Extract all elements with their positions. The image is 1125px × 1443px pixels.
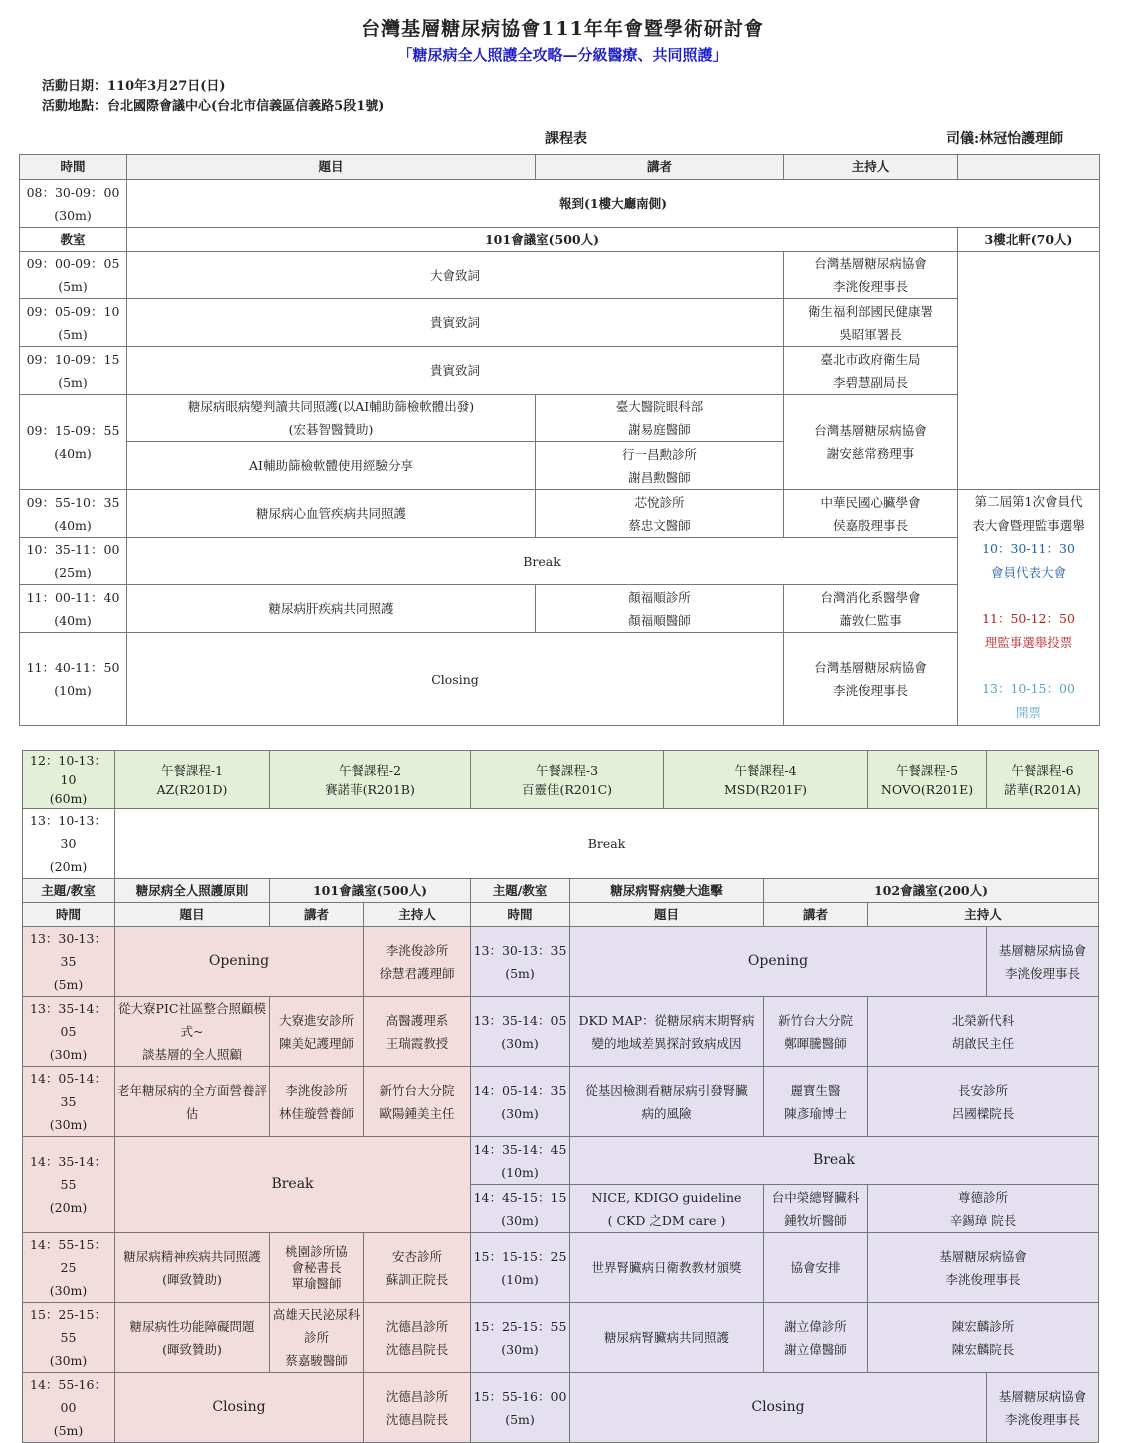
left-host-cell: 高醫護理系 王瑞霞教授 bbox=[364, 997, 471, 1067]
right-topic-header: 題目 bbox=[570, 903, 764, 927]
session-header-row bbox=[23, 879, 1099, 903]
speaker-cell: 顏福順診所 顏福順醫師 bbox=[536, 585, 784, 633]
left-speaker-cell: 桃園診所協 會秘書長 單瑜醫師 bbox=[270, 1233, 364, 1303]
host-cell: 中華民國心臟學會 侯嘉殷理事長 bbox=[784, 490, 958, 538]
right-time-cell: 15：55-16：00 (5m) bbox=[471, 1373, 570, 1443]
lunch-course-4: 午餐課程-4 MSD(R201F) bbox=[664, 751, 868, 809]
left-speaker-cell: 李洮俊診所 林佳璇營養師 bbox=[270, 1067, 364, 1137]
table-row bbox=[20, 585, 1100, 633]
right-speaker-cell: 新竹台大分院 鄭暉騰醫師 bbox=[764, 997, 868, 1067]
right-break: Break bbox=[570, 1137, 1099, 1185]
left-time-cell: 15：25-15：55 (30m) bbox=[23, 1303, 115, 1373]
table-row bbox=[23, 927, 1099, 997]
room-north: 3樓北軒(70人) bbox=[958, 228, 1100, 252]
left-time-cell: 14：55-16：00 (5m) bbox=[23, 1373, 115, 1443]
break-cell: Break bbox=[115, 809, 1099, 879]
topic-cell: 貴賓致詞 bbox=[127, 347, 784, 395]
right-speaker-cell: 麗寶生醫 陳彥瑜博士 bbox=[764, 1067, 868, 1137]
table-row bbox=[23, 1303, 1099, 1373]
table-row bbox=[20, 633, 1100, 726]
left-topic-cell: 糖尿病精神疾病共同照護 (暉致贊助) bbox=[115, 1233, 270, 1303]
time-cell: 10：35-11：00 (25m) bbox=[20, 538, 127, 585]
lunch-course-3: 午餐課程-3 百靈佳(R201C) bbox=[471, 751, 664, 809]
host-cell: 台灣基層糖尿病協會 謝安慈常務理事 bbox=[784, 395, 958, 490]
lunch-course-2: 午餐課程-2 賽諾菲(R201B) bbox=[270, 751, 471, 809]
left-host-cell: 李洮俊診所 徐慧君護理師 bbox=[364, 927, 471, 997]
speaker-cell: 行一昌勲診所 謝昌勲醫師 bbox=[536, 442, 784, 490]
time-cell: 12：10-13：10 (60m) bbox=[23, 751, 115, 809]
time-cell: 09：10-09：15 (5m) bbox=[20, 347, 127, 395]
right-time-cell: 13：35-14：05 (30m) bbox=[471, 997, 570, 1067]
left-speaker-cell: 高雄天民泌尿科 診所 蔡嘉駿醫師 bbox=[270, 1303, 364, 1373]
right-speaker-cell: 台中榮總腎臟科 鍾牧圻醫師 bbox=[764, 1185, 868, 1233]
page-subtitle: 「糖尿病全人照護全攻略—分級醫療、共同照護」 bbox=[397, 46, 728, 64]
right-topic-cell: NICE, KDIGO guideline ( CKD 之DM care ) bbox=[570, 1185, 764, 1233]
table-row bbox=[20, 490, 1100, 538]
host-cell: 臺北市政府衛生局 李碧慧副局長 bbox=[784, 347, 958, 395]
left-topic-cell: 從大寮PIC社區整合照顧模式~ 談基層的全人照顧 bbox=[115, 997, 270, 1067]
left-topic-header: 題目 bbox=[115, 903, 270, 927]
right-speaker-cell: 謝立偉診所 謝立偉醫師 bbox=[764, 1303, 868, 1373]
left-host-cell: 新竹台大分院 歐陽鍾美主任 bbox=[364, 1067, 471, 1137]
room-row bbox=[20, 228, 1100, 252]
time-cell: 11：00-11：40 (40m) bbox=[20, 585, 127, 633]
right-host-cell: 長安診所 呂國樑院長 bbox=[868, 1067, 1099, 1137]
event-venue: 活動地點：台北國際會議中心(台北市信義區信義路5段1號) bbox=[42, 99, 385, 114]
member-assembly-cell: 第二屆第1次會員代 表大會暨理監事選舉 10：30-11：30 會員代表大會 11：50-12：50 理監事選舉投票 13：10-15：00 開票 bbox=[958, 490, 1100, 726]
right-topic-cell: 世界腎臟病日衛教教材頒獎 bbox=[570, 1233, 764, 1303]
right-time-cell: 14：45-15：15 (30m) bbox=[471, 1185, 570, 1233]
topic-cell: 大會致詞 bbox=[127, 252, 784, 299]
registration-cell: 報到(1樓大廳南側) bbox=[127, 180, 1100, 228]
speaker-cell: 臺大醫院眼科部 謝易庭醫師 bbox=[536, 395, 784, 442]
morning-schedule-table bbox=[19, 154, 1100, 726]
right-opening: Opening bbox=[570, 927, 987, 997]
right-topic-cell: DKD MAP：從糖尿病末期腎病 變的地域差異探討致病成因 bbox=[570, 997, 764, 1067]
header-host: 主持人 bbox=[784, 155, 958, 180]
right-theme: 糖尿病腎病變大進擊 bbox=[570, 879, 764, 903]
left-host-cell: 沈德昌診所 沈德昌院長 bbox=[364, 1303, 471, 1373]
left-theme-room-label: 主題/教室 bbox=[23, 879, 115, 903]
header-time: 時間 bbox=[20, 155, 127, 180]
host-cell: 台灣基層糖尿病協會 李洮俊理事長 bbox=[784, 633, 958, 726]
event-date: 活動日期：110年3月27日(日) bbox=[42, 79, 226, 94]
right-time-cell: 14：05-14：35 (30m) bbox=[471, 1067, 570, 1137]
left-time-header: 時間 bbox=[23, 903, 115, 927]
right-time-cell: 15：15-15：25 (10m) bbox=[471, 1233, 570, 1303]
right-topic-cell: 糖尿病腎臟病共同照護 bbox=[570, 1303, 764, 1373]
table-row bbox=[20, 252, 1100, 299]
header-topic: 題目 bbox=[127, 155, 536, 180]
left-topic-cell: 老年糖尿病的全方面營養評估 bbox=[115, 1067, 270, 1137]
table-header-row bbox=[20, 155, 1100, 180]
header-speaker: 講者 bbox=[536, 155, 784, 180]
host-cell: 台灣消化系醫學會 蕭敦仁監事 bbox=[784, 585, 958, 633]
left-time-cell: 14：55-15：25 (30m) bbox=[23, 1233, 115, 1303]
table-row bbox=[20, 180, 1100, 228]
topic-cell: 糖尿病眼病變判讀共同照護(以AI輔助篩檢軟體出發) (宏碁智醫贊助) bbox=[127, 395, 536, 442]
page-title: 台灣基層糖尿病協會111年年會暨學術研討會 bbox=[361, 18, 764, 40]
left-time-cell: 13：35-14：05 (30m) bbox=[23, 997, 115, 1067]
table-row bbox=[23, 1067, 1099, 1137]
left-time-cell: 14：35-14：55 (20m) bbox=[23, 1137, 115, 1233]
left-time-cell: 14：05-14：35 (30m) bbox=[23, 1067, 115, 1137]
topic-cell: 糖尿病心血管疾病共同照護 bbox=[127, 490, 536, 538]
right-host-cell: 基層糖尿病協會 李洮俊理事長 bbox=[987, 927, 1099, 997]
right-host-cell: 北榮新代科 胡啟民主任 bbox=[868, 997, 1099, 1067]
right-time-header: 時間 bbox=[471, 903, 570, 927]
right-host-cell: 基層糖尿病協會 李洮俊理事長 bbox=[868, 1233, 1099, 1303]
right-topic-cell: 從基因檢測看糖尿病引發腎臟 病的風險 bbox=[570, 1067, 764, 1137]
left-opening: Opening bbox=[115, 927, 364, 997]
time-cell: 09：15-09：55 (40m) bbox=[20, 395, 127, 490]
room-label: 教室 bbox=[20, 228, 127, 252]
emcee-label: 司儀:林冠怡護理師 bbox=[946, 131, 1064, 147]
room-101: 101會議室(500人) bbox=[127, 228, 958, 252]
header-blank bbox=[958, 155, 1100, 180]
left-topic-cell: 糖尿病性功能障礙問題 (暉致贊助) bbox=[115, 1303, 270, 1373]
time-cell: 08：30-09：00 (30m) bbox=[20, 180, 127, 228]
left-speaker-header: 講者 bbox=[270, 903, 364, 927]
left-closing: Closing bbox=[115, 1373, 364, 1443]
right-host-cell: 基層糖尿病協會 李洮俊理事長 bbox=[987, 1373, 1099, 1443]
table-row bbox=[23, 809, 1099, 879]
time-cell: 13：10-13：30 (20m) bbox=[23, 809, 115, 879]
right-speaker-header: 講者 bbox=[764, 903, 868, 927]
host-cell: 台灣基層糖尿病協會 李洮俊理事長 bbox=[784, 252, 958, 299]
break-cell: Break bbox=[127, 538, 958, 585]
right-host-header: 主持人 bbox=[868, 903, 1099, 927]
right-closing: Closing bbox=[570, 1373, 987, 1443]
right-room: 102會議室(200人) bbox=[764, 879, 1099, 903]
time-cell: 09：55-10：35 (40m) bbox=[20, 490, 127, 538]
table-row bbox=[20, 395, 1100, 442]
left-host-cell: 沈德昌診所 沈德昌院長 bbox=[364, 1373, 471, 1443]
table-row bbox=[20, 299, 1100, 347]
left-break: Break bbox=[115, 1137, 471, 1233]
closing-cell: Closing bbox=[127, 633, 784, 726]
table-row bbox=[23, 1137, 1099, 1185]
side-blank bbox=[958, 252, 1100, 490]
topic-cell: 貴賓致詞 bbox=[127, 299, 784, 347]
table-row bbox=[23, 1373, 1099, 1443]
afternoon-schedule-table bbox=[22, 750, 1099, 1443]
time-cell: 11：40-11：50 (10m) bbox=[20, 633, 127, 726]
schedule-label: 課程表 bbox=[545, 131, 587, 147]
topic-cell: AI輔助篩檢軟體使用經驗分享 bbox=[127, 442, 536, 490]
left-time-cell: 13：30-13：35 (5m) bbox=[23, 927, 115, 997]
right-host-cell: 尊德診所 辛錫璋 院長 bbox=[868, 1185, 1099, 1233]
table-row bbox=[23, 997, 1099, 1067]
left-speaker-cell: 大寮進安診所 陳美妃護理師 bbox=[270, 997, 364, 1067]
right-theme-room-label: 主題/教室 bbox=[471, 879, 570, 903]
speaker-cell: 芯悅診所 蔡忠文醫師 bbox=[536, 490, 784, 538]
lunch-row bbox=[23, 751, 1099, 809]
time-cell: 09：05-09：10 (5m) bbox=[20, 299, 127, 347]
time-cell: 09：00-09：05 (5m) bbox=[20, 252, 127, 299]
lunch-course-1: 午餐課程-1 AZ(R201D) bbox=[115, 751, 270, 809]
table-row bbox=[20, 538, 1100, 585]
table-row bbox=[23, 1233, 1099, 1303]
left-room: 101會議室(500人) bbox=[270, 879, 471, 903]
host-cell: 衛生福利部國民健康署 吳昭軍署長 bbox=[784, 299, 958, 347]
lunch-course-6: 午餐課程-6 諾華(R201A) bbox=[987, 751, 1099, 809]
right-host-cell: 陳宏麟診所 陳宏麟院長 bbox=[868, 1303, 1099, 1373]
topic-cell: 糖尿病肝疾病共同照護 bbox=[127, 585, 536, 633]
table-row bbox=[20, 347, 1100, 395]
left-host-header: 主持人 bbox=[364, 903, 471, 927]
right-speaker-cell: 協會安排 bbox=[764, 1233, 868, 1303]
right-time-cell: 15：25-15：55 (30m) bbox=[471, 1303, 570, 1373]
left-host-cell: 安杏診所 蘇訓正院長 bbox=[364, 1233, 471, 1303]
lunch-course-5: 午餐課程-5 NOVO(R201E) bbox=[868, 751, 987, 809]
left-theme: 糖尿病全人照護原則 bbox=[115, 879, 270, 903]
right-time-cell: 14：35-14：45 (10m) bbox=[471, 1137, 570, 1185]
session-subheader-row bbox=[23, 903, 1099, 927]
right-time-cell: 13：30-13：35 (5m) bbox=[471, 927, 570, 997]
